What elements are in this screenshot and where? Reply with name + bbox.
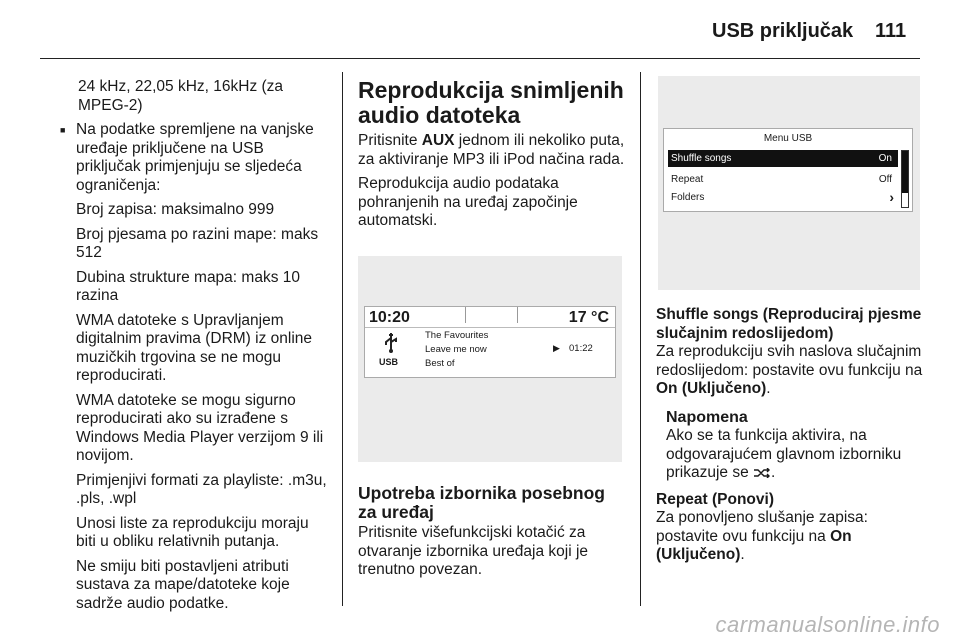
paragraph: Unosi liste za reprodukciju moraju biti u obliku relativnih putanja. (76, 514, 309, 550)
paragraph: Ne smiju biti postavljeni atributi sustava za mape/datoteke koje sadrže audio podatke. (76, 557, 290, 612)
page-number: 111 (875, 20, 907, 42)
paragraph: WMA datoteke se mogu sigurno reproducirati ako su izrađene s Windows Media Player verzijom 9 ili novijom. (76, 391, 324, 464)
scrollbar-thumb[interactable] (902, 151, 908, 193)
menu-item-shuffle[interactable]: Shuffle songs On (668, 150, 898, 167)
temperature: 17 °C (568, 309, 609, 326)
aux-key: AUX (421, 132, 455, 149)
menu-scrollbar[interactable] (901, 150, 909, 208)
paragraph: Broj pjesama po razini mape: maks 512 (76, 225, 319, 261)
display-divider (465, 307, 466, 323)
paragraph: Za ponovljeno slušanje zapisa: postavite ovu funkciju na On (Uključeno). (656, 509, 868, 563)
chevron-right-icon: › (889, 189, 894, 205)
section-heading: Reprodukcija snimljenih audio datoteka (358, 77, 624, 128)
usb-label: USB (379, 357, 399, 367)
shuffle-icon (753, 468, 771, 478)
audio-display (364, 306, 616, 378)
paragraph: WMA datoteke s Upravljanjem digitalnim pravima (DRM) iz online muzičkih trgovina se ne mogu reproducirati. (76, 311, 313, 384)
column-2-lower (358, 484, 628, 586)
paragraph: Pritisnite višefunkcijski kotačić za otvaranje izbornika uređaja koji je trenutno povezan. (358, 524, 589, 578)
column-3 (656, 306, 924, 571)
paragraph: Broj zapisa: maksimalno 999 (76, 201, 275, 218)
menu-item-folders[interactable]: Folders › (671, 189, 894, 205)
track-item: Leave me now (425, 344, 487, 355)
clock: 10:20 (369, 309, 410, 326)
footer-watermark: carmanualsonline.info (715, 612, 940, 637)
track-item: The Favourites (425, 330, 489, 341)
usb-icon (379, 331, 403, 355)
note (656, 409, 924, 483)
menu-screen-image (658, 76, 920, 290)
bullet-item: ■ Na podatke spremljene na vanjske uređaje priključene na USB priključak primjenjuju se sljedeća ograničenja: (60, 121, 327, 195)
paragraph: Reprodukcija audio podataka pohranjenih na uređaj započinje automatski. (358, 175, 578, 229)
menu-title: Menu USB (763, 133, 813, 144)
display-rule (365, 327, 615, 328)
sub-heading: Repeat (Ponovi) (656, 490, 774, 508)
section-heading: Upotreba izbornika posebnog za uređaj (358, 483, 605, 522)
note-title: Napomena (666, 408, 748, 426)
page-title: USB priključak (712, 20, 854, 42)
column-1 (62, 78, 327, 619)
paragraph: Pritisnite AUX jednom ili nekoliko puta, za aktiviranje MP3 ili iPod načina rada. (358, 132, 625, 168)
column-divider-2 (640, 72, 641, 606)
display-divider (517, 307, 518, 323)
column-2 (358, 78, 628, 237)
menu-display (663, 128, 913, 212)
paragraph: Primjenjivi formati za playliste: .m3u, .pls, .wpl (76, 471, 327, 507)
menu-item-repeat[interactable]: Repeat Off (671, 174, 892, 185)
continued-line: 24 kHz, 22,05 kHz, 16kHz (za MPEG-2) (78, 78, 284, 114)
track-list (425, 329, 488, 371)
paragraph: Dubina strukture mapa: maks 10 razina (76, 268, 300, 304)
paragraph: Za reprodukciju svih naslova slučajnim redoslijedom: postavite ovu funkciju na On (Uključeno). (656, 343, 923, 397)
play-time: 01:22 (569, 343, 593, 354)
track-item: Best of (425, 358, 455, 369)
play-icon: ▶ (553, 343, 560, 353)
header-rule (40, 58, 920, 59)
sub-heading: Shuffle songs (Reproduciraj pjesme slučajnim redoslijedom) (656, 306, 922, 342)
note-text: Ako se ta funkcija aktivira, na odgovarajućem glavnom izborniku prikazuje se . (666, 427, 902, 481)
audio-screen-image (358, 256, 622, 462)
column-divider-1 (342, 72, 343, 606)
